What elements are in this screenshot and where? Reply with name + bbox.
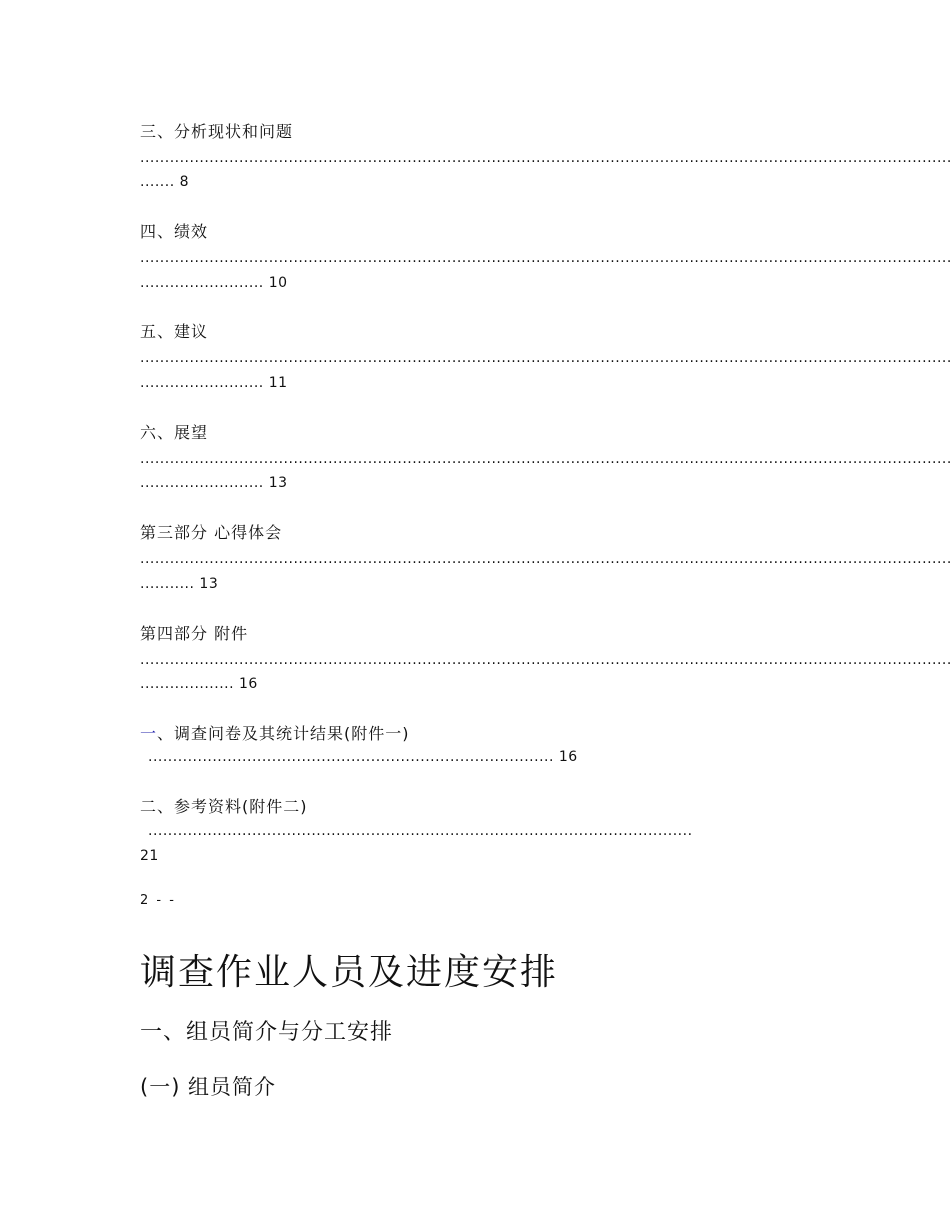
toc-leader-dots: .................................................................................................................................................................... [140, 451, 952, 467]
toc-appendix-1-leader: .................................................................................. 16 [148, 749, 578, 765]
toc-page-number: 16 [239, 676, 258, 692]
toc-entry-title: 四、绩效 [140, 222, 209, 241]
toc-page-number: 16 [558, 749, 578, 765]
toc-leader-dots: .................................................................................................................................................................... [140, 551, 952, 567]
section-heading: 一、组员简介与分工安排 [140, 1020, 394, 1045]
toc-leader-continuation: ......................... 11 [140, 375, 288, 391]
toc-entry-title: 三、分析现状和问题 [140, 122, 294, 141]
toc-entry-title: 第四部分 附件 [140, 624, 249, 643]
toc-page-number: 13 [268, 475, 288, 491]
toc-leader-dots: .................................................................................................................................................................... [140, 250, 952, 266]
toc-leader-dots: .................................................................................................................................................................... [140, 350, 952, 366]
subsection-heading: (一) 组员简介 [140, 1075, 277, 1099]
toc-leader-continuation: ......................... 13 [140, 475, 288, 491]
toc-page-number: 8 [179, 174, 190, 190]
toc-leader-continuation: ................... 16 [140, 676, 258, 692]
page-footer: 2 - - [140, 893, 176, 908]
toc-entry-title: 五、建议 [140, 322, 209, 341]
toc-appendix-2-title: 二、参考资料(附件二) [140, 797, 308, 816]
toc-page-number: 13 [199, 576, 219, 592]
toc-leader-continuation: ....... 8 [140, 174, 190, 190]
toc-page-number: 21 [140, 848, 159, 864]
toc-entry-title: 六、展望 [140, 423, 209, 442]
toc-entry-title: 第三部分 心得体会 [140, 523, 283, 542]
toc-page-number: 10 [268, 275, 288, 291]
toc-leader-dots: .................................................................................................................................................................... [140, 652, 952, 668]
toc-leader-continuation: ........... 13 [140, 576, 219, 592]
toc-page-number: 11 [268, 375, 288, 391]
page-heading: 调查作业人员及进度安排 [140, 952, 559, 993]
toc-accent-numeral: 一 [140, 724, 158, 743]
toc-leader-continuation: ......................... 10 [140, 275, 288, 291]
toc-appendix-2-leader: .............................................................................................................. [148, 823, 693, 839]
toc-appendix-1-title: 一、调查问卷及其统计结果(附件一) [140, 724, 410, 743]
toc-leader-dots: .................................................................................................................................................................... [140, 150, 952, 166]
